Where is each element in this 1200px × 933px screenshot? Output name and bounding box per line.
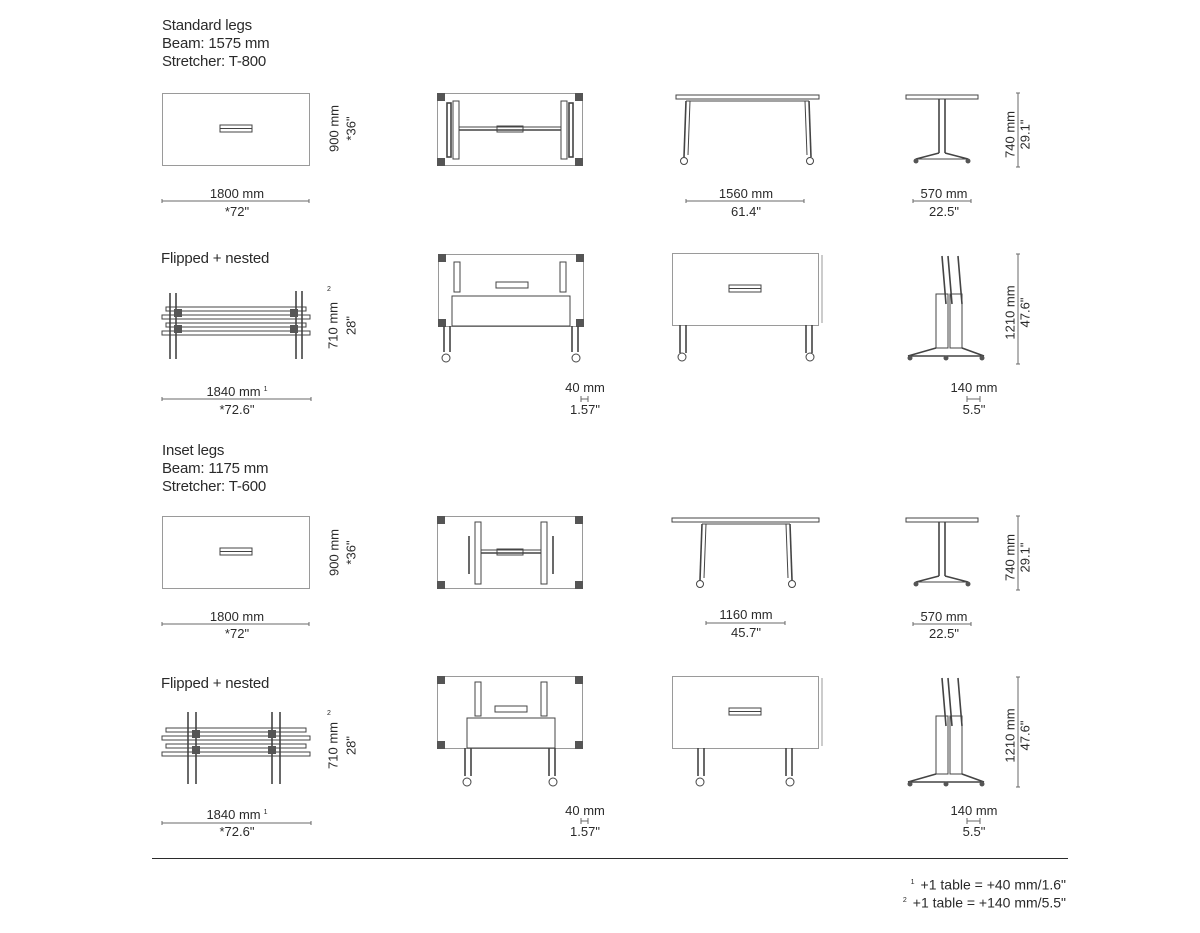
nested-height-mm: 710 mm: [325, 302, 341, 349]
nested-height-footnote-mark: 2: [327, 710, 331, 717]
nested-gap-mm: 40 mm: [565, 803, 605, 818]
nested-height-mm: 710 mm: [325, 722, 341, 769]
footnote-mark: 1: [910, 879, 915, 886]
nested-stack-drawing: [162, 710, 312, 786]
nested-side-drawing: [906, 676, 986, 788]
footnote-mark: 1: [263, 385, 268, 393]
top-view-width-in: *72": [224, 626, 250, 641]
underside-view-drawing: [437, 516, 585, 591]
footnote-1: [911, 874, 1066, 894]
footnote-mark: 1: [263, 808, 268, 816]
nested-height-footnote-mark: 2: [327, 286, 331, 293]
nested-stack-drawing: [162, 289, 312, 361]
side-view-drawing: [906, 516, 981, 591]
front-view-drawing: [672, 516, 822, 591]
front-view-width-in: 45.7": [731, 625, 761, 640]
front-view-drawing: [676, 93, 821, 168]
nested-underside-drawing: [437, 676, 587, 790]
underside-view-drawing: [437, 93, 585, 168]
side-view-height-in: 29.1": [1017, 119, 1033, 150]
variant-name: Inset legs: [162, 442, 225, 459]
top-view-width-in: *72": [224, 204, 250, 219]
top-view-drawing: [162, 516, 312, 591]
front-view-width-mm: 1560 mm: [718, 186, 774, 201]
nested-gap-mm: 40 mm: [565, 380, 605, 395]
side-view-width-in: 22.5": [929, 626, 959, 641]
nested-side-height-in: 47.6": [1017, 720, 1033, 751]
beam-spec: Beam: 1575 mm: [162, 35, 270, 52]
top-view-depth-in: *36": [343, 540, 359, 565]
top-view-width-mm: 1800 mm: [209, 186, 265, 201]
nested-side-height-mm: 1210 mm: [1002, 708, 1018, 763]
nested-width-mm: 1840 mm $^1$: [206, 807, 268, 822]
nested-width-mm: 1840 mm $^1$: [206, 384, 268, 399]
beam-spec: Beam: 1175 mm: [162, 460, 269, 477]
nested-side-depth-mm: 140 mm: [950, 803, 998, 818]
nested-width-in: *72.6": [219, 824, 255, 839]
top-view-drawing: [162, 93, 312, 168]
group-title: [162, 17, 269, 71]
side-view-width-mm: 570 mm: [920, 186, 968, 201]
variant-name: Standard legs: [162, 17, 252, 34]
nested-side-depth-in: 5.5": [962, 824, 986, 839]
footer-divider: [152, 858, 1068, 859]
nested-gap-in: 1.57": [570, 824, 600, 839]
nested-height-in: 28": [343, 315, 359, 336]
footnote-2: [903, 892, 1066, 912]
group-title: [162, 442, 268, 496]
front-view-width-mm: 1160 mm: [719, 607, 773, 622]
footnote-text: +1 table = +40 mm/1.6": [920, 876, 1066, 893]
flipped-nested-title: Flipped + nested: [161, 250, 270, 267]
side-view-width-mm: 570 mm: [920, 609, 968, 624]
nested-height-in: 28": [343, 735, 359, 756]
flipped-nested-title: Flipped + nested: [161, 675, 270, 692]
side-view-drawing: [906, 93, 981, 168]
footnote-mark: 2: [902, 897, 907, 904]
nested-underside-drawing: [438, 254, 586, 364]
nested-side-depth-in: 5.5": [962, 402, 986, 417]
side-view-height-mm: 740 mm: [1002, 534, 1018, 581]
nested-width-in: *72.6": [219, 402, 255, 417]
nested-side-height-mm: 1210 mm: [1002, 285, 1018, 340]
stretcher-spec: Stretcher: T-800: [162, 53, 267, 70]
front-view-width-in: 61.4": [731, 204, 761, 219]
stretcher-spec: Stretcher: T-600: [162, 478, 267, 495]
footnote-text: +1 table = +140 mm/5.5": [912, 894, 1066, 911]
nested-front-drawing: [672, 676, 824, 790]
side-view-width-in: 22.5": [929, 204, 959, 219]
side-view-height-in: 29.1": [1017, 542, 1033, 573]
top-view-width-mm: 1800 mm: [209, 609, 265, 624]
nested-side-depth-mm: 140 mm: [950, 380, 998, 395]
nested-side-height-in: 47.6": [1017, 297, 1033, 328]
nested-gap-in: 1.57": [570, 402, 600, 417]
nested-side-drawing: [906, 254, 986, 364]
side-view-height-mm: 740 mm: [1002, 111, 1018, 158]
top-view-depth-mm: 900 mm: [326, 529, 342, 576]
nested-front-drawing: [672, 253, 824, 365]
top-view-depth-in: *36": [343, 116, 359, 141]
top-view-depth-mm: 900 mm: [326, 105, 342, 152]
